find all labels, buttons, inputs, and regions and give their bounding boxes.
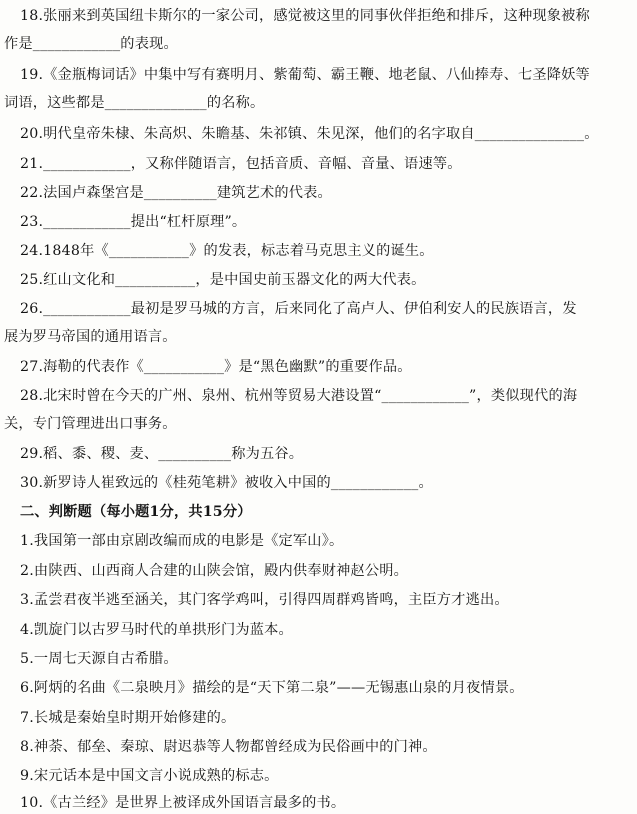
- q23-line: 23.____________提出“杠杆原理”。: [20, 214, 247, 230]
- q20-line: 20.明代皇帝朱棣、朱高炽、朱瞻基、朱祁镇、朱见深，他们的名字取自_______________。: [20, 126, 599, 142]
- q24-line: 24.1848年《___________》的发表，标志着马克思主义的诞生。: [20, 243, 434, 259]
- q22-line: 22.法国卢森堡宫是__________建筑艺术的代表。: [20, 185, 332, 201]
- q18-line-1: 18.张丽来到英国纽卡斯尔的一家公司，感觉被这里的同事伙伴拒绝和排斥，这种现象被称: [20, 8, 590, 24]
- section-heading-judgment: 二、判断题（每小题1分，共15分）: [20, 504, 252, 520]
- tf-3-line: 3.孟尝君夜半逃至涵关，其门客学鸡叫，引得四周群鸡皆鸣，主臣方才逃出。: [20, 592, 509, 608]
- tf-4-line: 4.凯旋门以古罗马时代的单拱形门为蓝本。: [20, 622, 293, 638]
- q21-line: 21.____________，又称伴随语言，包括音质、音幅、音量、语速等。: [20, 156, 462, 172]
- q30-line: 30.新罗诗人崔致远的《桂苑笔耕》被收入中国的____________。: [20, 475, 433, 491]
- tf-9-line: 9.宋元话本是中国文言小说成熟的标志。: [20, 768, 279, 784]
- tf-7-line: 7.长城是秦始皇时期开始修建的。: [20, 710, 236, 726]
- tf-8-line: 8.神荼、郁垒、秦琼、尉迟恭等人物都曾经成为民俗画中的门神。: [20, 739, 437, 755]
- q28-line-2: 关，专门管理进出口事务。: [4, 416, 177, 432]
- q19-line-1: 19.《金瓶梅词话》中集中写有赛明月、紫葡萄、霸王鞭、地老鼠、八仙捧寿、七圣降妖等: [20, 67, 590, 83]
- q26-line-2: 展为罗马帝国的通用语言。: [4, 329, 177, 345]
- tf-5-line: 5.一周七天源自古希腊。: [20, 651, 178, 667]
- q19-line-2: 词语，这些都是______________的名称。: [4, 95, 265, 111]
- q28-line-1: 28.北宋时曾在今天的广州、泉州、杭州等贸易大港设置“____________”，类似现代的海: [20, 388, 578, 404]
- q26-line-1: 26.____________最初是罗马城的方言，后来同化了高卢人、伊伯利安人的民族语言，发: [20, 301, 577, 317]
- q27-line: 27.海勒的代表作《___________》是“黑色幽默”的重要作品。: [20, 359, 412, 375]
- tf-1-line: 1.我国第一部由京剧改编而成的电影是《定军山》。: [20, 533, 344, 549]
- tf-6-line: 6.阿炳的名曲《二泉映月》描绘的是“天下第二泉”——无锡惠山泉的月夜情景。: [20, 680, 524, 696]
- q18-line-2: 作是____________的表现。: [4, 36, 178, 52]
- q25-line: 25.红山文化和___________，是中国史前玉器文化的两大代表。: [20, 272, 426, 288]
- q29-line: 29.稻、黍、稷、麦、__________称为五谷。: [20, 446, 304, 462]
- tf-2-line: 2.由陕西、山西商人合建的山陕会馆，殿内供奉财神赵公明。: [20, 563, 409, 579]
- tf-10-line: 10.《古兰经》是世界上被译成外国语言最多的书。: [20, 795, 346, 811]
